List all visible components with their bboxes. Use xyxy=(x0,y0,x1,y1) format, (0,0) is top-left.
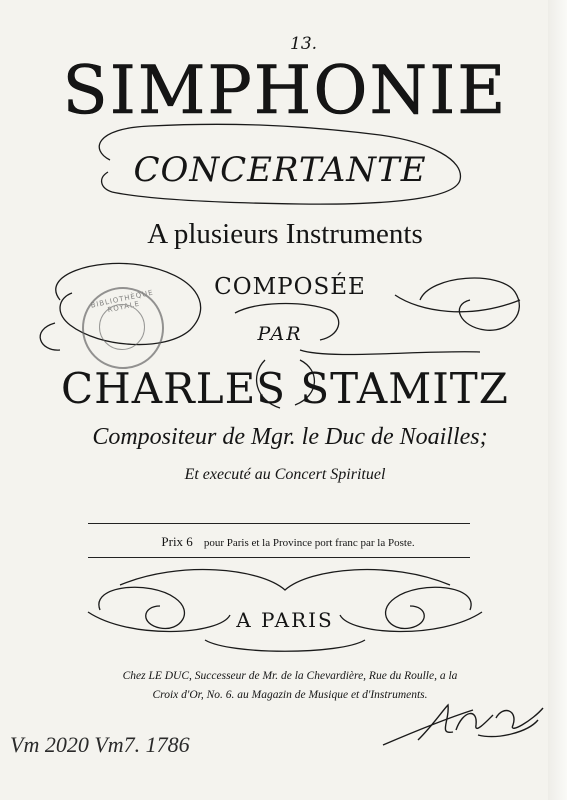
performance-note: Et executé au Concert Spirituel xyxy=(184,466,386,483)
symphony-number: 13. xyxy=(290,34,318,54)
page-title: SIMPHONIE xyxy=(62,52,508,129)
city: A PARIS xyxy=(236,608,334,632)
price-label: Prix 6 xyxy=(161,534,193,549)
publisher-line-2: Croix d'Or, No. 6. au Magazin de Musique et d'Instruments. xyxy=(152,689,428,701)
rule-bottom xyxy=(88,557,470,558)
composer-role: Compositeur de Mgr. le Duc de Noailles; xyxy=(92,424,488,450)
price-note: pour Paris et la Province port franc par la Poste. xyxy=(203,537,415,549)
rule-top xyxy=(88,523,470,524)
subtitle: CONCERTANTE xyxy=(133,150,427,190)
composer-name: CHARLES STAMITZ xyxy=(60,364,509,413)
publisher-line-1: Chez LE DUC, Successeur de Mr. de la Chevardière, Rue du Roulle, a la xyxy=(122,670,458,682)
by-label: PAR xyxy=(257,323,303,345)
library-stamp: BIBLIOTHÈQUE ROYALE xyxy=(82,287,164,369)
instrumentation: A plusieurs Instruments xyxy=(147,218,423,250)
price-line xyxy=(88,534,488,550)
shelfmark: Vm 2020 Vm7. 1786 xyxy=(10,732,190,757)
publisher-signature xyxy=(378,690,548,760)
composed-label: COMPOSÉE xyxy=(214,274,366,300)
